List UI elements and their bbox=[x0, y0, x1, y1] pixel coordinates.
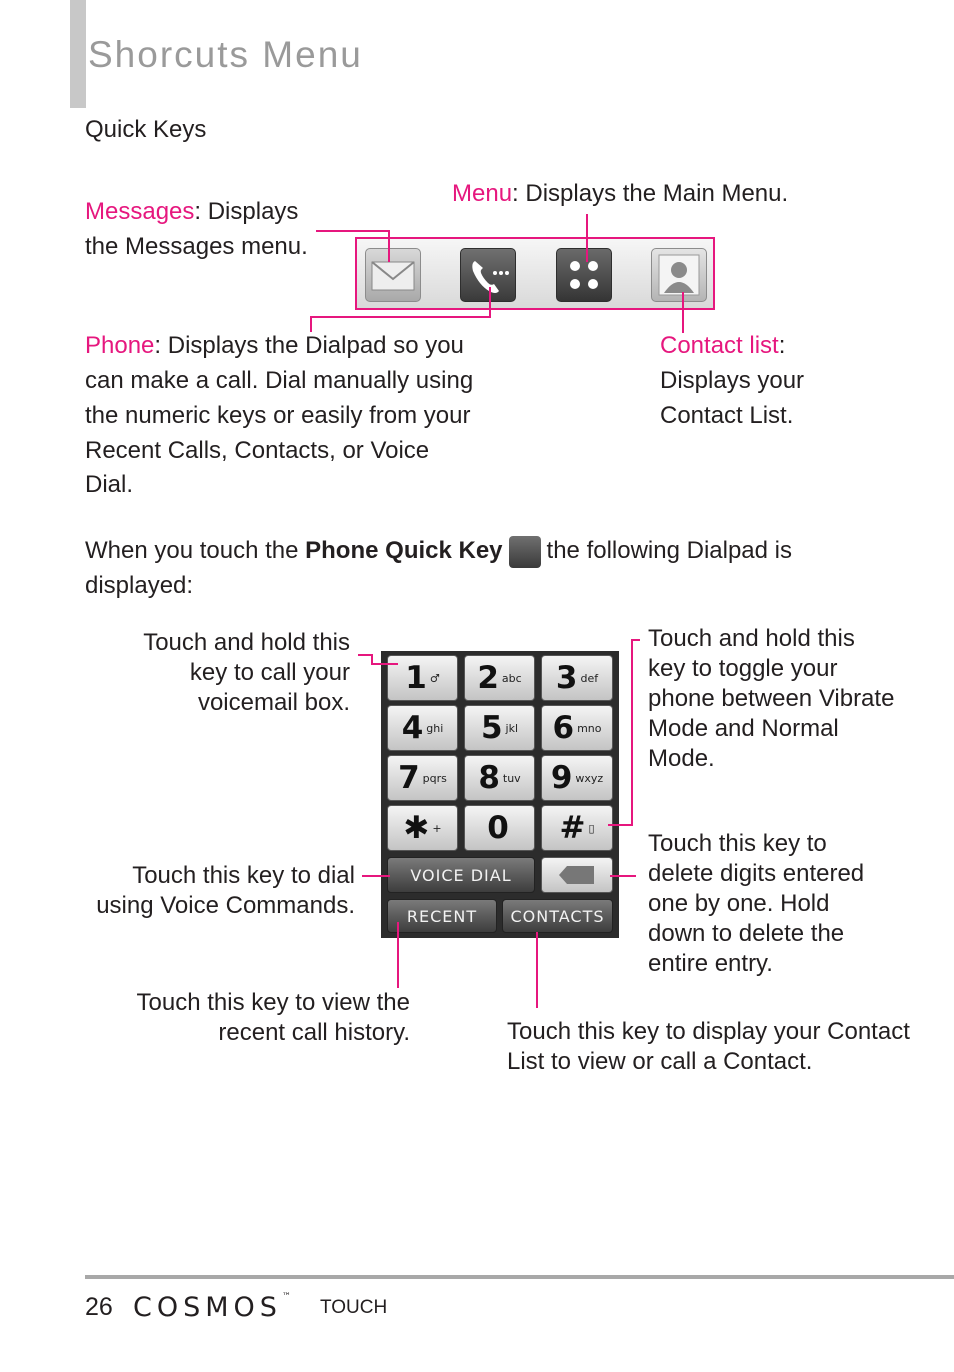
menu-desc: : Displays the Main Menu. bbox=[512, 180, 789, 207]
key-7[interactable]: 7 pqrs bbox=[387, 755, 458, 801]
key-1[interactable]: 1 ♂ bbox=[387, 655, 458, 701]
footer-rule bbox=[85, 1275, 954, 1279]
phone-callout-line-3: the numeric keys or easily from your bbox=[85, 402, 471, 429]
vibrate-leader-line bbox=[608, 640, 640, 825]
phone-quick-key-term: Phone Quick Key bbox=[305, 537, 503, 564]
delete-annotation: Touch this key to delete digits entered one by one. Hold down to delete the entire entry. bbox=[648, 830, 865, 977]
voice-commands-annotation: Touch this key to dial using Voice Commands. bbox=[96, 862, 355, 919]
key-2[interactable]: 2 abc bbox=[464, 655, 535, 701]
dialpad-intro-line-2: displayed: bbox=[85, 572, 194, 599]
voicemail-annotation: Touch and hold this key to call your voicemail box. bbox=[143, 629, 350, 716]
messages-leader-line bbox=[316, 231, 389, 262]
dialpad-intro: When you touch the Phone Quick Key the following Dialpad is bbox=[85, 533, 792, 568]
brand-logo: COSMOS™ bbox=[133, 1292, 296, 1323]
contact-callout-line-3: Contact List. bbox=[660, 402, 794, 429]
menu-label: Menu bbox=[452, 180, 513, 207]
phone-callout-line-5: Dial. bbox=[85, 471, 134, 498]
key-star[interactable]: ✱ + bbox=[387, 805, 458, 851]
voicemail-leader-line bbox=[358, 655, 398, 664]
key-4[interactable]: 4 ghi bbox=[387, 705, 458, 751]
contacts-annotation: Touch this key to display your Contact List to view or call a Contact. bbox=[507, 1018, 910, 1075]
recent-annotation: Touch this key to view the recent call history. bbox=[136, 989, 410, 1046]
contact-callout-line-1: Contact list: bbox=[660, 332, 786, 359]
vibrate-annotation: Touch and hold this key to toggle your phone between Vibrate Mode and Normal Mode. bbox=[648, 625, 895, 772]
contact-label: Contact list bbox=[660, 332, 779, 359]
section-heading: Quick Keys bbox=[85, 116, 207, 143]
key-5[interactable]: 5 jkl bbox=[464, 705, 535, 751]
phone-callout-line-4: Recent Calls, Contacts, or Voice bbox=[85, 437, 430, 464]
key-hash[interactable]: # ▯ bbox=[541, 805, 613, 851]
messages-label: Messages bbox=[85, 198, 195, 225]
page-title: Shorcuts Menu bbox=[88, 34, 363, 75]
page-number: 26 bbox=[85, 1293, 113, 1321]
phone-callout-line-1: Phone: Displays the Dialpad so you bbox=[85, 332, 464, 359]
brand-sub: TOUCH bbox=[320, 1297, 388, 1318]
key-8[interactable]: 8 tuv bbox=[464, 755, 535, 801]
key-3[interactable]: 3 def bbox=[541, 655, 613, 701]
contacts-button[interactable]: CONTACTS bbox=[502, 899, 613, 933]
key-6[interactable]: 6 mno bbox=[541, 705, 613, 751]
key-0[interactable]: 0 bbox=[464, 805, 535, 851]
phone-callout-line-2: can make a call. Dial manually using bbox=[85, 367, 474, 394]
key-9[interactable]: 9 wxyz bbox=[541, 755, 613, 801]
recent-button[interactable]: RECENT bbox=[387, 899, 497, 933]
phone-leader-line bbox=[311, 287, 490, 332]
messages-desc-1: : Displays bbox=[194, 198, 299, 225]
messages-desc-2: the Messages menu. bbox=[85, 233, 308, 260]
voice-dial-button[interactable]: VOICE DIAL bbox=[387, 857, 535, 893]
contact-callout-line-2: Displays your bbox=[660, 367, 805, 394]
phone-label: Phone bbox=[85, 332, 155, 359]
